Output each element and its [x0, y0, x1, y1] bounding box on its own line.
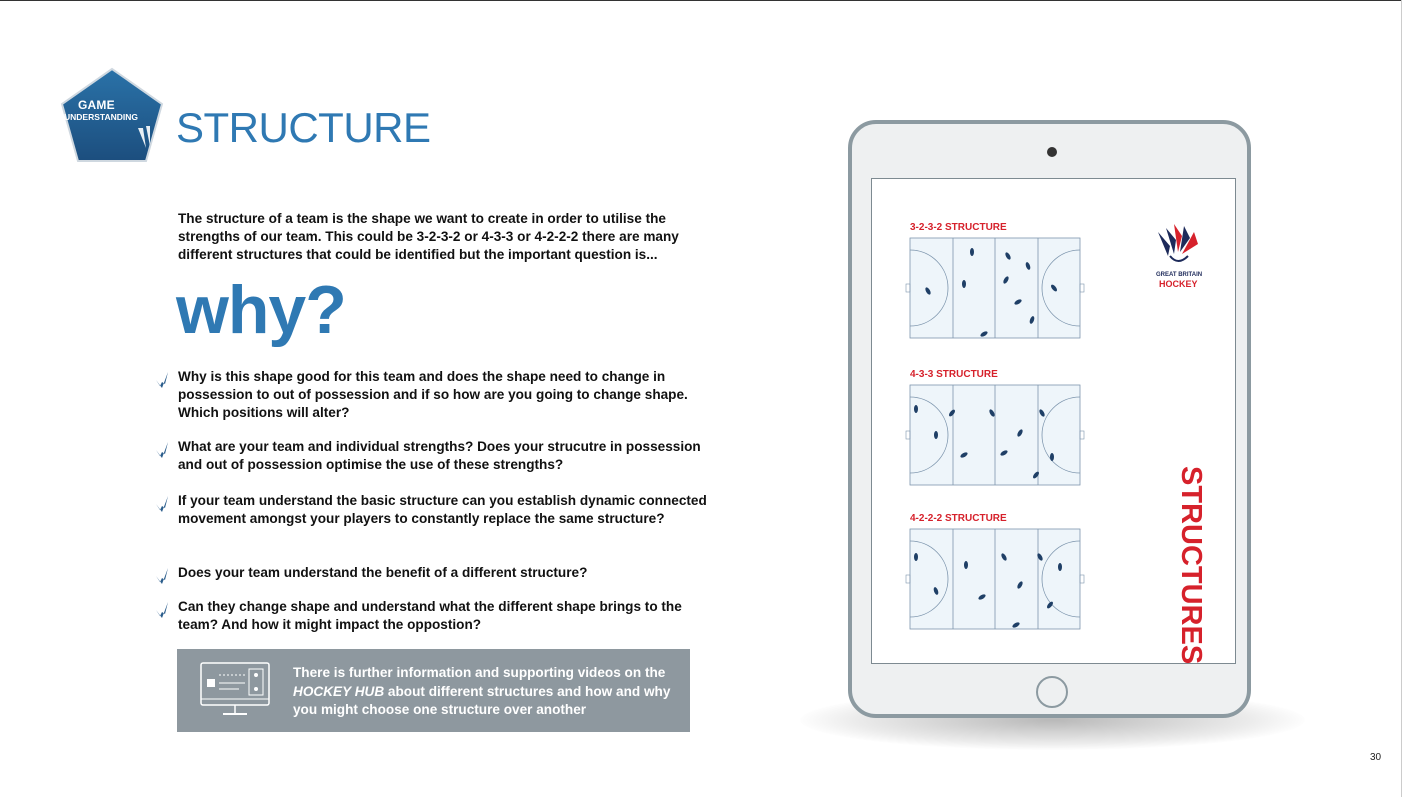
structures-vertical-title-wrap: [1174, 466, 1208, 665]
question-text: Does your team understand the benefit of a different structure?: [178, 565, 588, 580]
home-button[interactable]: [1036, 676, 1068, 708]
structure-label-3: 4-2-2-2 STRUCTURE: [910, 513, 1007, 524]
badge-line1: GAME: [78, 98, 115, 112]
hockey-hub-link[interactable]: HOCKEY HUB: [293, 683, 385, 699]
structure-label-1: 3-2-3-2 STRUCTURE: [910, 222, 1007, 233]
question-item: [178, 492, 718, 528]
camera-icon: [1047, 147, 1057, 157]
question-item: [178, 598, 718, 634]
gb-hockey-logo: [1154, 222, 1202, 272]
tick-icon: [154, 440, 170, 460]
logo-line1: GREAT BRITAIN: [1156, 272, 1203, 278]
hockey-hub-info-box[interactable]: [177, 649, 690, 732]
monitor-icon: [199, 661, 271, 719]
pitch-diagram-4-3-3: [904, 383, 1086, 487]
question-item: [178, 438, 718, 474]
badge-line2: UNDERSTANDING: [64, 112, 138, 122]
tick-icon: [154, 370, 170, 390]
tick-icon: [154, 494, 170, 514]
question-item: [178, 368, 718, 422]
question-text: If your team understand the basic structure can you establish dynamic connected movement amongst your players to constantly replace the same structure?: [178, 493, 707, 526]
structure-label-2: 4-3-3 STRUCTURE: [910, 369, 998, 380]
why-heading: why?: [176, 272, 346, 348]
logo-line2: HOCKEY: [1159, 279, 1198, 289]
intro-paragraph: The structure of a team is the shape we want to create in order to utilise the strengths of our team. This could be 3-2-3-2 or 4-3-3 or 4-2-2-2 there are many different structures that could be identified but the important question is...: [178, 211, 679, 262]
tick-icon: [154, 600, 170, 620]
pitch-diagram-4-2-2-2: [904, 527, 1086, 631]
page-title: STRUCTURE: [176, 104, 431, 151]
top-border: [0, 0, 1402, 1]
tick-icon: [154, 566, 170, 586]
page-number: 30: [1370, 752, 1382, 763]
question-text: Why is this shape good for this team and does the shape need to change in possession to out of possession and if so how are you going to change shape. Which positions will alter?: [178, 369, 688, 420]
info-text: There is further information and supporting videos on the HOCKEY HUB about different structures and how and why you might choose one structure over another: [293, 665, 671, 717]
question-item: [178, 564, 718, 582]
question-text: Can they change shape and understand what the different shape brings to the team? And how it might impact the oppostion?: [178, 599, 682, 632]
pitch-diagram-3-2-3-2: [904, 236, 1086, 340]
structures-vertical-title: STRUCTURES: [1175, 466, 1207, 665]
question-text: What are your team and individual strengths? Does your strucutre in possession and out of possession optimise the use of these strengths?: [178, 439, 701, 472]
